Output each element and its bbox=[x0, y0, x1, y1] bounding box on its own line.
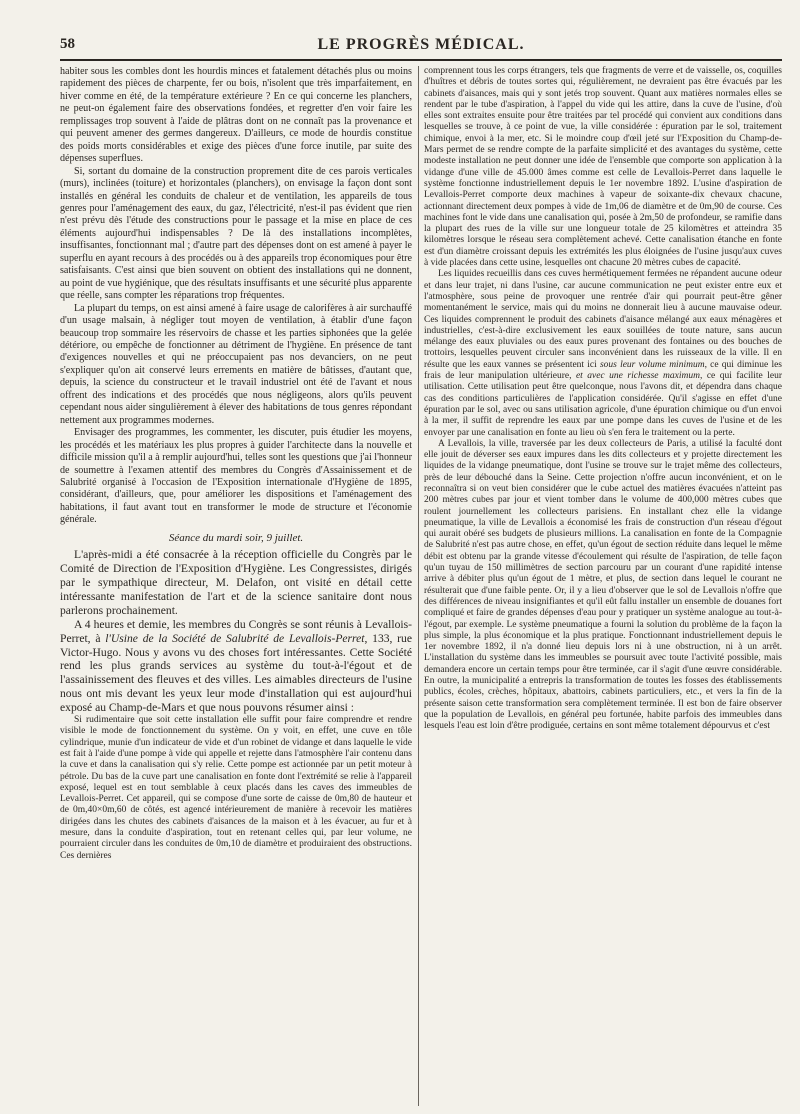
text-run: , ce qui facilite leur utilisation. Cette utilisation peut être quelconque, nous l'avons dit, et dépendra dans chaque cas des conditions particulières de l'application considérée. Qu'il s'agisse en effet d'une épuration par le sol, avec ou sans utilisation agricole, d'une épuration chimique ou d'un envoi à la mer, il suffit de reprendre les eaux par une pompe dans les cuves de l'usine et de les envoyer par une canalisation en fonte au lieu où s'en fera le traitement ou la perte. bbox=[424, 371, 782, 438]
italic-text-run: l'Usine de la Société de Salubrité de Levallois-Perret bbox=[105, 631, 365, 645]
right-column bbox=[424, 66, 782, 1106]
section-title: Séance du mardi soir, 9 juillet. bbox=[168, 531, 304, 544]
text-run: Les liquides recueillis dans ces cuves hermétiquement fermées ne répandent aucune odeur et dans leur trajet, ni dans l'usine, car aucune communication ne peut exister entre eux et l'atmosphère, sous peine de provoquer une rentrée d'air qui pourrait peut-être gêner momentanément le service, mais qui du moins ne donnerait lieu à aucune mauvaise odeur. Ces liquides comprennent le produit des cabinets d'aisance mélangé aux eaux ménagères et industrielles, c'est-à-dire exclusivement les eaux souillées de toute nature, sans aucun mélange des eaux pluviales ou des eaux pures provenant des fontaines ou des bouches de trottoirs, lesquelles peuvent circuler sans inconvénient dans les ruisseaux de la ville. Il en résulte que les eaux vannes se présentent ici bbox=[424, 269, 782, 370]
paragraph: Envisager des programmes, les commenter, les discuter, puis étudier les moyens, les procédés et les matériaux les plus propres à guider l'architecte dans la nouvelle et difficile mission qu'il a à remplir aujourd'hui, telles sont les questions que j'ai l'honneur de soumettre à l'examen attentif des membres du Congrès d'Assainissement et de Salubrité organisé à l'occasion de l'Exposition internationale d'Hygiène de 1895, considérant, d'ailleurs, que, pour améliorer les dispositions et l'aménagement des habitations, il faut avant tout en transformer le mode de structure et l'économie générale. bbox=[60, 427, 412, 526]
paragraph: habiter sous les combles dont les hourdis minces et fatalement détachés plus ou moins rapidement des pièces de charpente, fer ou bois, n'isolent que très imparfaitement, en hiver comme en été, de la température extérieure ? En ce qui concerne les planchers, ne peut-on également faire des observations fondées, et regretter d'en voir faire les remplissages trop souvent à l'aide de plâtras dont on ne connaît pas la provenance et qui peuvent amener des germes dangereux. D'ailleurs, ce mode de hourdis constitue des poids morts considérables et exige des pièces d'une force inutile, par suite des dépenses superflues. bbox=[60, 66, 412, 165]
paragraph bbox=[424, 269, 782, 438]
paragraph: comprennent tous les corps étrangers, tels que fragments de verre et de vaisselle, os, coquilles d'huîtres et débris de toutes sortes qui, régulièrement, ne devraient pas être évacués par les cabinets d'aisances, mais qui y sont jetés trop souvent. Quant aux matières normales elles se rendent par le tube d'aspiration, à l'appel du vide qui les attire, dans la cuve de l'usine, d'où elles sont extraites ensuite pour être traitées par tel procédé qui convient aux conditions dans lesquelles se trouve, à ce point de vue, la ville considérée : épuration par le sol, traitement chimique, envoi à la mer, etc. Si le moindre coup d'œil jeté sur l'Exposition du Champ-de-Mars permet de se rendre compte de la parfaite simplicité et des avantages du système, cette modeste installation ne peut donner une idée de l'ensemble que comporte son application à la vidange d'une ville de 45.000 âmes comme est celle de Levallois-Perret dans laquelle le système fonctionne industriellement depuis le 1er novembre 1892. L'usine d'aspiration de Levallois-Perret comporte deux machines à vapeur de soixante-dix chevaux chacune, actionnant directement deux pompes à vide de 1m,06 de diamètre et de 0m,90 de course. Ces machines font le vide dans une canalisation qui, posée à 2m,50 de profondeur, se ramifie dans la plupart des rues de la ville sur une longueur totale de 25 kilomètres et atteindra 35 kilomètres lorsque le réseau sera complètement achevé. Cette canalisation étanche en fonte est d'un diamètre croissant depuis les extrémités les plus éloignées de l'usine jusqu'aux cuves à vide placées dans cette usine, lesquelles ont chacune 20 mètres cubes de capacité. bbox=[424, 66, 782, 269]
page-header bbox=[60, 36, 782, 58]
paragraph bbox=[60, 618, 412, 715]
text-run: , ce qui diminue les frais de leur manipulation ultérieure, bbox=[424, 359, 782, 382]
text-run: , 133, rue Victor-Hugo. Nous y avons vu des choses fort intéressantes. Cette Société rend les plus grands services au système du tout-à-l'égout et de l'assainissement des fleuves et des villes. Les aimables directeurs de l'usine nous ont mis devant les yeux leur mode d'installation qui est aujourd'hui exposé au Champ-de-Mars et que nous pouvons résumer ainsi : bbox=[60, 631, 412, 715]
paragraph: Si rudimentaire que soit cette installation elle suffit pour faire comprendre et rendre visible le mode de fonctionnement du système. On y voit, en effet, une cuve en tôle cylindrique, munie d'un indicateur de vide et d'un robinet de vidange et dans laquelle le vide est fait à l'aide d'une pompe à vide qui appelle et rejette dans l'atmosphère l'air contenu dans la cuve et dans la canalisation qui s'y relie. Cette pompe est actionnée par un petit moteur à pétrole. Du bas de la cuve part une canalisation en fonte dont l'extrémité se relie à l'appareil exposé, lequel est en tout semblable à ceux placés dans les caves des immeubles de Levallois-Perret. Cet appareil, qui se compose d'une sorte de caisse de 0m,80 de hauteur et de 0m,40×0m,60 de côtés, est agencé intérieurement de manière à recevoir les matières dirigées dans les chutes des cabinets d'aisances de la maison et à les évacuer, au fur et à mesure, dans la conduite d'aspiration, tout en retenant celles qui, par leur volume, ne pourraient circuler dans les conduites de 0m,10 de diamètre et produiraient des obstructions. Ces dernières bbox=[60, 715, 412, 861]
column-divider bbox=[418, 66, 419, 1106]
paragraph: A Levallois, la ville, traversée par les deux collecteurs de Paris, a utilisé la faculté dont elle jouit de déverser ses eaux impures dans les dits collecteurs et y projette directement les liquides de la vidange pneumatique, dont l'usine se trouve sur le trajet même des collecteurs, près de leur débouché dans la Seine. Cette projection n'offre aucun inconvénient, et on le reconnaîtra si on veut bien considérer que le cube actuel des matières évacuées n'atteint pas 200 mètres cubes par jour et vient tomber dans le volume de 400,000 mètres cubes que roulent journellement les collecteurs parisiens. En installant chez elle la vidange pneumatique, la ville de Levallois a économisé les frais de construction d'un réseau d'égout qui aurait obéré ses budgets de plusieurs millions. La canalisation en fonte de la Compagnie de Salubrité n'est pas autre chose, en effet, qu'un égout de section réduite dans lequel le même débit est obtenu par la grande vitesse d'écoulement qui résulte de l'aspiration, de telle façon qu'un tuyau de 150 millimètres de section parcouru par un courant d'une rapidité intense arrive à débiter plus qu'un égout de 1 mètre, et plus, de section dans lequel le courant ne résulterait que d'une faible pente. Or, il y a lieu d'observer que le sol de Levallois n'offre que des différences de niveau insignifiantes et qu'il eût fallu installer un ensemble de douanes fort compliqué et faire de grandes dépenses d'eau pour y pratiquer un système analogue au tout-à-l'égout, par exemple. Le système pneumatique a fourni la solution du problème de la façon la plus simple, la plus économique et la plus pratique. Fonctionnant industriellement depuis le 1er novembre 1892, il n'a donné lieu depuis lors ni à une obstruction, ni à un arrêt. L'installation du système dans les immeubles se poursuit avec toute l'activité possible, mais demandera encore un certain temps pour être terminée, car il s'agit d'une œuvre considérable. En outre, la municipalité a entrepris la transformation de toutes les fosses des établissements publics, écoles, crèches, hôpitaux, abattoirs, cabinets particuliers, etc., et vers la fin de la présente saison cette transformation sera complètement terminée. Il est bon de faire observer que la population de Levallois, en général peu fortunée, habite parfois des immeubles dans lesquels l'eau est loin d'être prodiguée, certains en sont même totalement dépourvus et c'est bbox=[424, 438, 782, 732]
italic-text-run: sous leur volume minimum bbox=[599, 359, 705, 370]
italic-text-run: et avec une richesse maximum bbox=[575, 371, 700, 382]
paragraph: L'après-midi a été consacrée à la réception officielle du Congrès par le Comité de Direction de l'Exposition d'Hygiène. Les Congressistes, dirigés par le sympathique directeur, M. Delafon, ont visité en détail cette intéressante manifestation de l'art et de la science sanitaire dont nous parlerons prochainement. bbox=[60, 548, 412, 617]
paragraph: La plupart du temps, on est ainsi amené à faire usage de calorifères à air surchauffé d'un usage malsain, à négliger tout moyen de ventilation, à établir d'une façon beaucoup trop sommaire les réservoirs de chasse et les parties siphonées que la gelée détériore, ou empêche de fonctionner au détriment de l'hygiène. En présence de tant d'exigences nouvelles et qui ne préoccupaient pas nos devanciers, on ne peut s'expliquer qu'on ait conservé leurs errements en matière de bâtisses, d'autant que, depuis, la science du constructeur et le travail industriel ont été de l'avant et nous offrent des indications et des procédés que nous négligeons, alors qu'ils peuvent cependant nous aider singulièrement à élever des habitations de tous genres répondant nettement aux programmes modernes. bbox=[60, 302, 412, 426]
paragraph: Si, sortant du domaine de la construction proprement dite de ces parois verticales (murs), inclinées (toiture) et horizontales (planchers), on envisage la façon dont sont installés en général les conduits de chaleur et de ventilation, les appareils de tous genres pour l'aménagement des eaux, du gaz, l'électricité, n'est-il pas évident que rien n'est prévu dès l'étude des constructions pour le passage et la mise en place de ces éléments aujourd'hui indispensables ? De là des installations incomplètes, insuffisantes, fonctionnant mal ; d'autre part des dépenses dont on est amené à payer le superflu en ayant recours à des procédés ou à des appareils trop économiques pour être satisfaisants. C'est ainsi que bien souvent on obtient des installations qui ne donnent, au point de vue hygiénique, que des résultats insuffisants et une sécurité plus apparente que réelle, sans compter les réparations trop fréquentes. bbox=[60, 165, 412, 302]
left-column bbox=[60, 66, 412, 1106]
page-number: 58 bbox=[60, 36, 75, 52]
header-rule bbox=[60, 59, 782, 61]
text-run: A 4 heures et demie, les membres du Congrès se sont réunis à Levallois-Perret, à bbox=[60, 617, 412, 645]
journal-title: LE PROGRÈS MÉDICAL. bbox=[317, 36, 525, 53]
